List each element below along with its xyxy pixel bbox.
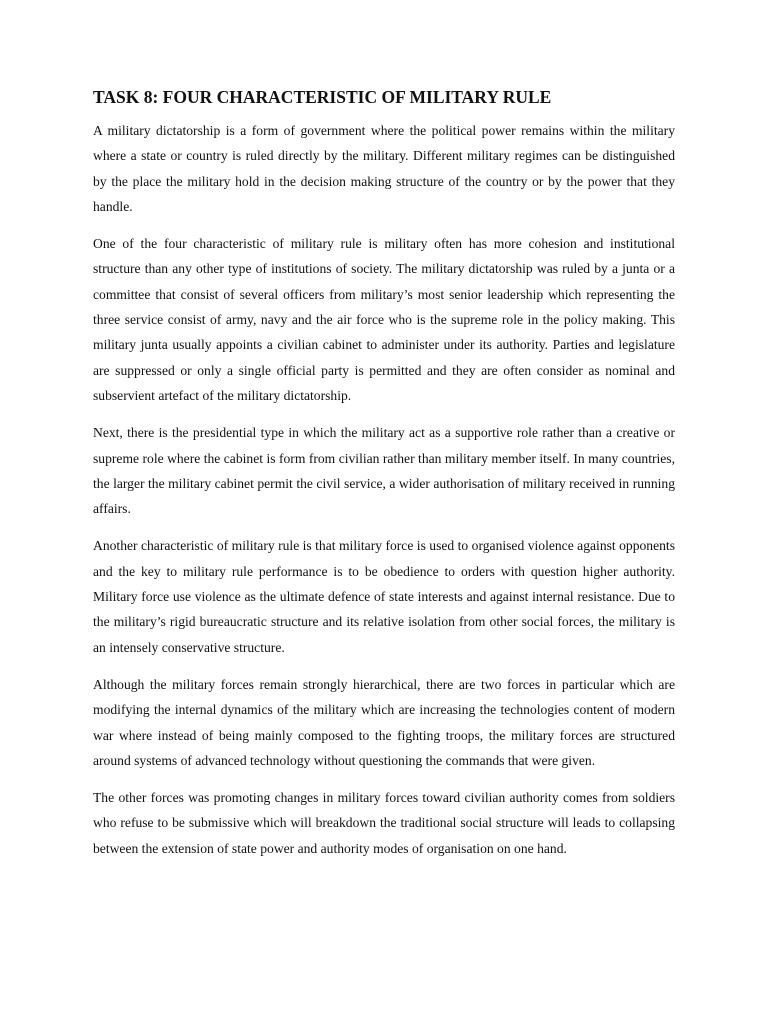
document-page bbox=[93, 86, 675, 873]
paragraph-intro: A military dictatorship is a form of government where the political power remains within the military where a state or country is ruled directly by the military. Different military regimes can be distinguished by the place the military hold in the decision making structure of the country or by the power that they handle. bbox=[93, 123, 675, 214]
paragraph-cohesion: One of the four characteristic of military rule is military often has more cohesion and institutional structure than any other type of institutions of society. The military dictatorship was ruled by a junta or a committee that consist of several officers from military’s most senior leadership which representing the three service consist of army, navy and the air force who is the supreme role in the policy making. This military junta usually appoints a civilian cabinet to administer under its authority. Parties and legislature are suppressed or only a single official party is permitted and they are often consider as nominal and subservient artefact of the military dictatorship. bbox=[93, 236, 675, 403]
document-title: TASK 8: FOUR CHARACTERISTIC OF MILITARY RULE bbox=[93, 87, 552, 107]
paragraph-civilian-authority: The other forces was promoting changes in military forces toward civilian authority comes from soldiers who refuse to be submissive which will breakdown the traditional social structure will leads to collapsing between the extension of state power and authority modes of organisation on one hand. bbox=[93, 790, 675, 856]
paragraph-violence: Another characteristic of military rule is that military force is used to organised violence against opponents and the key to military rule performance is to be obedience to orders with question higher authority. Military force use violence as the ultimate defence of state interests and against internal resistance. Due to the military’s rigid bureaucratic structure and its relative isolation from other social forces, the military is an intensely conservative structure. bbox=[93, 538, 675, 655]
paragraph-presidential: Next, there is the presidential type in which the military act as a supportive role rather than a creative or supreme role where the cabinet is form from civilian rather than military member itself. In many countries, the larger the military cabinet permit the civil service, a wider authorisation of military received in running affairs. bbox=[93, 425, 675, 517]
paragraph-hierarchy: Although the military forces remain strongly hierarchical, there are two forces in particular which are modifying the internal dynamics of the military which are increasing the technologies content of modern war where instead of being mainly composed to the fighting troops, the military forces are structured around systems of advanced technology without questioning the commands that were given. bbox=[93, 676, 675, 768]
